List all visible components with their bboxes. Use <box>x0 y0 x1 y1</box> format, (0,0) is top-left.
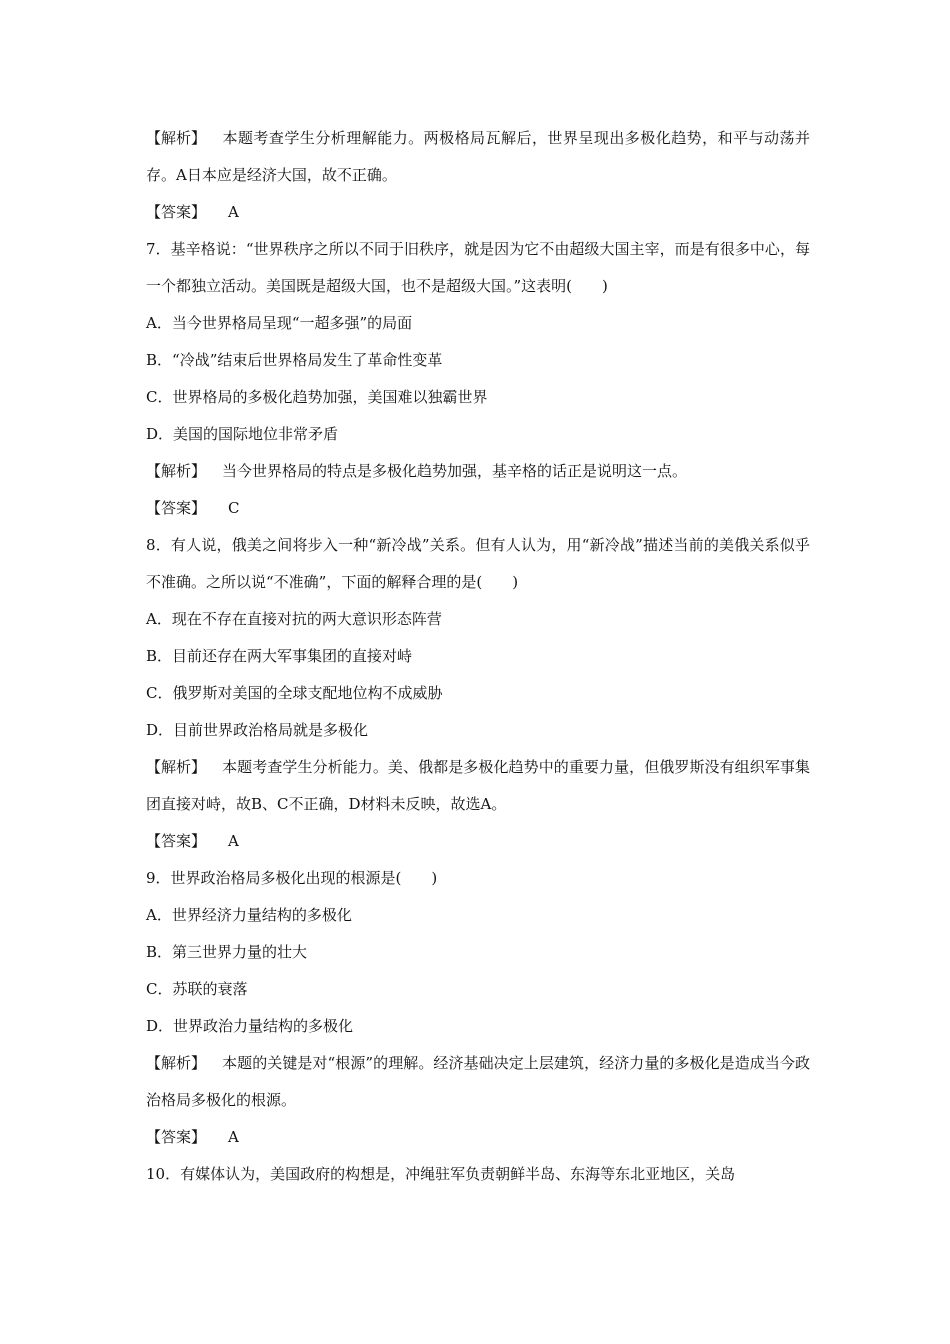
option-8c: C．俄罗斯对美国的全球支配地位构不成威胁 <box>146 684 443 702</box>
analysis-block-8 <box>146 749 810 823</box>
option-9c: C．苏联的衰落 <box>146 980 248 998</box>
analysis-text: 本题的关键是对“根源”的理解。经济基础决定上层建筑，经济力量的多极化是造成当今政治格局多极化的根源。 <box>146 1054 810 1109</box>
question-7: 7．基辛格说：“世界秩序之所以不同于旧秩序，就是因为它不由超级大国主宰，而是有很多中心，每一个都独立活动。美国既是超级大国，也不是超级大国。”这表明( ) <box>146 240 810 295</box>
option-9d: D．世界政治力量结构的多极化 <box>146 1017 354 1035</box>
answer-label: 【答案】 <box>146 499 207 517</box>
question-9: 9．世界政治格局多极化出现的根源是( ) <box>146 869 438 887</box>
answer-value: A <box>228 1128 239 1146</box>
option-7a: A．当今世界格局呈现“一超多强”的局面 <box>146 314 413 332</box>
option-7d: D．美国的国际地位非常矛盾 <box>146 425 339 443</box>
answer-value: A <box>228 203 239 221</box>
option-8b: B．目前还存在两大军事集团的直接对峙 <box>146 647 413 665</box>
answer-block-6 <box>146 194 810 231</box>
analysis-label: 【解析】 <box>146 1054 207 1072</box>
answer-block-9 <box>146 1119 810 1156</box>
question-10: 10．有媒体认为，美国政府的构想是，冲绳驻军负责朝鲜半岛、东海等东北亚地区，关岛 <box>146 1165 736 1183</box>
analysis-label: 【解析】 <box>146 758 207 776</box>
option-7c: C．世界格局的多极化趋势加强，美国难以独霸世界 <box>146 388 488 406</box>
option-8d: D．目前世界政治格局就是多极化 <box>146 721 369 739</box>
analysis-text: 本题考查学生分析理解能力。两极格局瓦解后，世界呈现出多极化趋势，和平与动荡并存。A日本应是经济大国，故不正确。 <box>146 129 810 184</box>
question-8: 8．有人说，俄美之间将步入一种“新冷战”关系。但有人认为，用“新冷战”描述当前的美俄关系似乎不准确。之所以说“不准确”，下面的解释合理的是( ) <box>146 536 810 591</box>
analysis-block-9 <box>146 1045 810 1119</box>
analysis-block-6 <box>146 120 810 194</box>
answer-block-8 <box>146 823 810 860</box>
answer-label: 【答案】 <box>146 203 207 221</box>
option-7b: B．“冷战”结束后世界格局发生了革命性变革 <box>146 351 443 369</box>
answer-label: 【答案】 <box>146 1128 207 1146</box>
option-8a: A．现在不存在直接对抗的两大意识形态阵营 <box>146 610 442 628</box>
analysis-block-7 <box>146 453 810 490</box>
answer-block-7 <box>146 490 810 527</box>
answer-value: A <box>228 832 239 850</box>
analysis-label: 【解析】 <box>146 129 207 147</box>
answer-label: 【答案】 <box>146 832 207 850</box>
option-9a: A．世界经济力量结构的多极化 <box>146 906 352 924</box>
analysis-text: 本题考查学生分析能力。美、俄都是多极化趋势中的重要力量，但俄罗斯没有组织军事集团直接对峙，故B、C不正确，D材料未反映，故选A。 <box>146 758 810 813</box>
answer-value: C <box>228 499 240 517</box>
analysis-label: 【解析】 <box>146 462 207 480</box>
option-9b: B．第三世界力量的壮大 <box>146 943 308 961</box>
analysis-text: 当今世界格局的特点是多极化趋势加强，基辛格的话正是说明这一点。 <box>222 462 688 480</box>
document-page <box>146 120 810 1193</box>
